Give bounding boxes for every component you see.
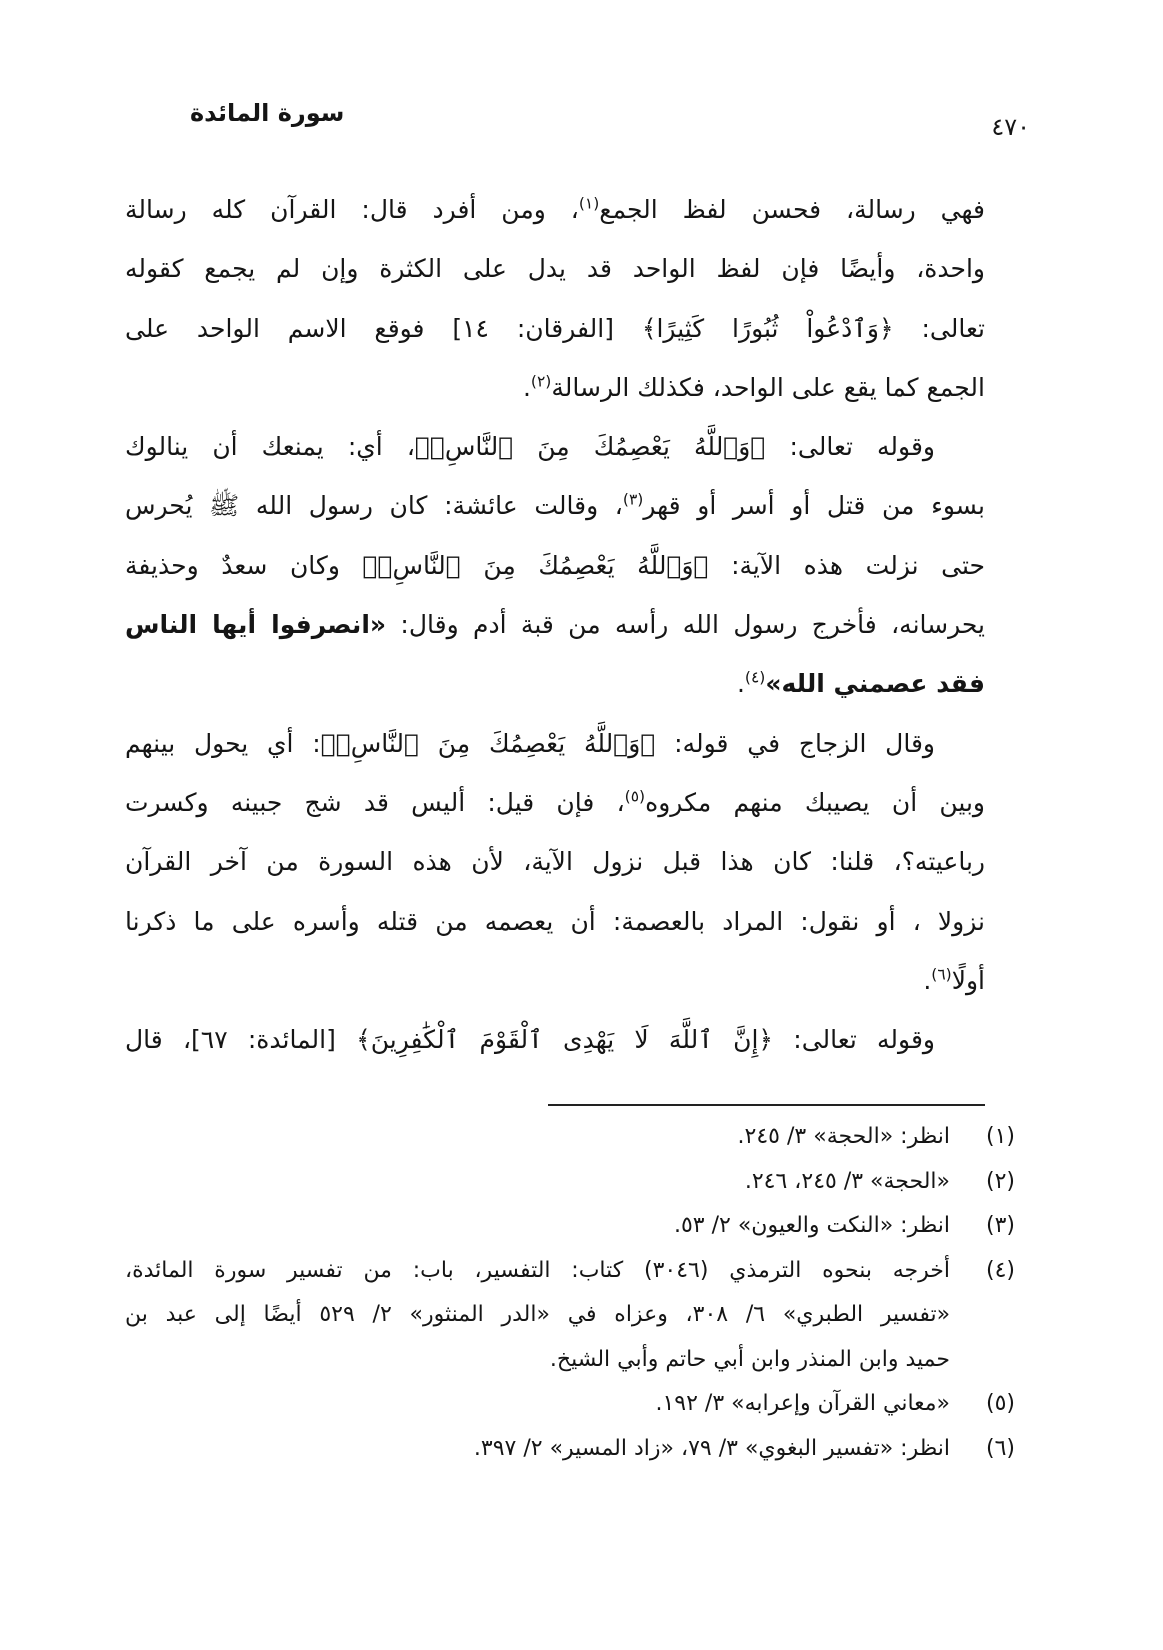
body-line: [125, 892, 985, 951]
body-line: [125, 476, 985, 535]
body-line: [125, 1010, 985, 1069]
body-text: .: [522, 372, 531, 402]
body-text: أولًا: [951, 965, 985, 995]
footnote-number: (١): [985, 1124, 1015, 1149]
body-text: [الفرقان: ١٤] فوقع الاسم الواحد على: [125, 313, 642, 343]
body-text: نزولا ، أو نقول: المراد بالعصمة: أن يعصمه من قتله وأسره على ما ذكرنا: [125, 906, 985, 936]
footnote-ref: (٥): [624, 787, 646, 806]
body-text: ، ومن أفرد قال: القرآن كله رسالة: [125, 195, 579, 224]
body-text: رباعيته؟، قلنا: كان هذا قبل نزول الآية، لأن هذه السورة من آخر القرآن: [125, 847, 985, 877]
footnote-ref: (١): [578, 194, 600, 213]
body-text: يحرسانه، فأخرج رسول الله رأسه من قبة أدم وقال:: [386, 610, 985, 640]
footnote-line: أخرجه بنحوه الترمذي (٣٠٤٦) كتاب: التفسير، باب: من تفسير سورة المائدة،: [125, 1257, 951, 1283]
body-text: وكان سعدٌ وحذيفة: [125, 550, 363, 580]
quran-quote: ﴿إِنَّ ٱللَّهَ لَا يَهْدِى ٱلْقَوْمَ ٱلْكَٰفِرِينَ﴾: [356, 1025, 774, 1055]
footnote-number: (٤): [985, 1257, 1015, 1283]
footnote-ref: (٦): [931, 965, 952, 984]
footnote-number: (٦): [985, 1435, 1015, 1461]
footnotes: [125, 1115, 1015, 1471]
body-line: [125, 299, 985, 358]
body-paragraph: [125, 714, 985, 1010]
body-text: وقوله تعالى:: [773, 1025, 935, 1055]
body-text: وبين أن يصيبك منهم مكروه: [645, 787, 985, 817]
body-paragraph: [125, 417, 985, 713]
footnote-line: «تفسير الطبري» ٦/ ٣٠٨، وعزاه في «الدر المنثور» ٢/ ٥٢٩ أيضًا إلى عبد بن: [125, 1302, 951, 1327]
footnote-ref: (٢): [530, 372, 552, 391]
body-paragraph: [125, 180, 985, 417]
body-line: [125, 180, 985, 239]
bold-hadith-quote: «انصرفوا أيها الناس: [125, 610, 387, 640]
body-text-block: [125, 180, 985, 1069]
body-text: .: [736, 669, 745, 699]
quran-quote: ﴿وَٱللَّهُ يَعْصِمُكَ مِنَ ٱلنَّاسِۗ﴾: [362, 550, 709, 580]
footnote-item: [125, 1427, 1015, 1472]
footnote-item: [125, 1249, 1015, 1383]
quran-quote: ﴿وَٱللَّهُ يَعْصِمُكَ مِنَ ٱلنَّاسِۗ﴾: [320, 728, 656, 758]
body-line: [125, 595, 985, 654]
footnote-item: [125, 1382, 1015, 1427]
body-text: [المائدة: ٦٧]، قال: [125, 1025, 357, 1055]
body-line: [125, 239, 985, 298]
footnote-line: «معاني القرآن وإعرابه» ٣/ ١٩٢.: [655, 1391, 950, 1416]
bold-hadith-quote: فقد عصمني الله»: [765, 669, 985, 699]
body-paragraph: [125, 1010, 985, 1069]
body-text: فهي رسالة، فحسن لفظ الجمع: [599, 195, 985, 224]
body-line: [125, 417, 985, 476]
quran-quote: ﴿وَٱللَّهُ يَعْصِمُكَ مِنَ ٱلنَّاسِۗ﴾: [414, 432, 766, 462]
body-line: [125, 951, 985, 1010]
body-text: بسوء من قتل أو أسر أو قهر: [643, 491, 985, 521]
body-text: حتى نزلت هذه الآية:: [708, 550, 985, 580]
footnote-number: (٣): [985, 1213, 1015, 1238]
body-line: [125, 832, 985, 891]
footnote-line: انظر: «النكت والعيون» ٢/ ٥٣.: [673, 1213, 950, 1238]
body-text: .: [923, 965, 932, 995]
page-number: ٤٧٠: [991, 113, 1030, 141]
body-text: ، أي: يمنعك أن ينالوك: [125, 432, 415, 462]
footnote-item: [125, 1115, 1015, 1160]
footnote-number: (٥): [985, 1391, 1015, 1416]
footnote-line: انظر: «الحجة» ٣/ ٢٤٥.: [737, 1124, 950, 1149]
surah-title: سورة المائدة: [190, 99, 345, 127]
footnote-separator: [548, 1104, 985, 1106]
body-line: [125, 654, 985, 713]
body-text: ، وقالت عائشة: كان رسول الله ﷺ يُحرس: [125, 491, 623, 521]
body-text: ، فإن قيل: أليس قد شج جبينه وكسرت: [125, 787, 625, 817]
footnote-line: حميد وابن المنذر وابن أبي حاتم وأبي الشيخ.: [549, 1346, 950, 1372]
footnote-ref: (٣): [622, 491, 644, 510]
body-text: الجمع كما يقع على الواحد، فكذلك الرسالة: [551, 372, 985, 402]
footnote-line: انظر: «تفسير البغوي» ٣/ ٧٩، «زاد المسير» ٢/ ٣٩٧.: [473, 1435, 950, 1461]
quran-quote: ﴿وَٱدْعُواْ ثُبُورًا كَثِيرًا﴾: [641, 313, 894, 343]
body-text: وقوله تعالى:: [765, 432, 935, 462]
body-line: [125, 536, 985, 595]
body-text: وقال الزجاج في قوله:: [655, 728, 935, 758]
body-text: : أي يحول بينهم: [125, 728, 321, 758]
footnote-ref: (٤): [744, 669, 766, 688]
body-line: [125, 714, 985, 773]
body-text: واحدة، وأيضًا فإن لفظ الواحد قد يدل على الكثرة وإن لم يجمع كقوله: [125, 254, 985, 284]
footnote-number: (٢): [985, 1168, 1015, 1194]
body-line: [125, 773, 985, 832]
body-line: [125, 358, 985, 417]
footnote-item: [125, 1160, 1015, 1205]
footnote-line: «الحجة» ٣/ ٢٤٥، ٢٤٦.: [744, 1168, 950, 1194]
footnote-item: [125, 1204, 1015, 1249]
body-text: تعالى:: [893, 313, 985, 343]
